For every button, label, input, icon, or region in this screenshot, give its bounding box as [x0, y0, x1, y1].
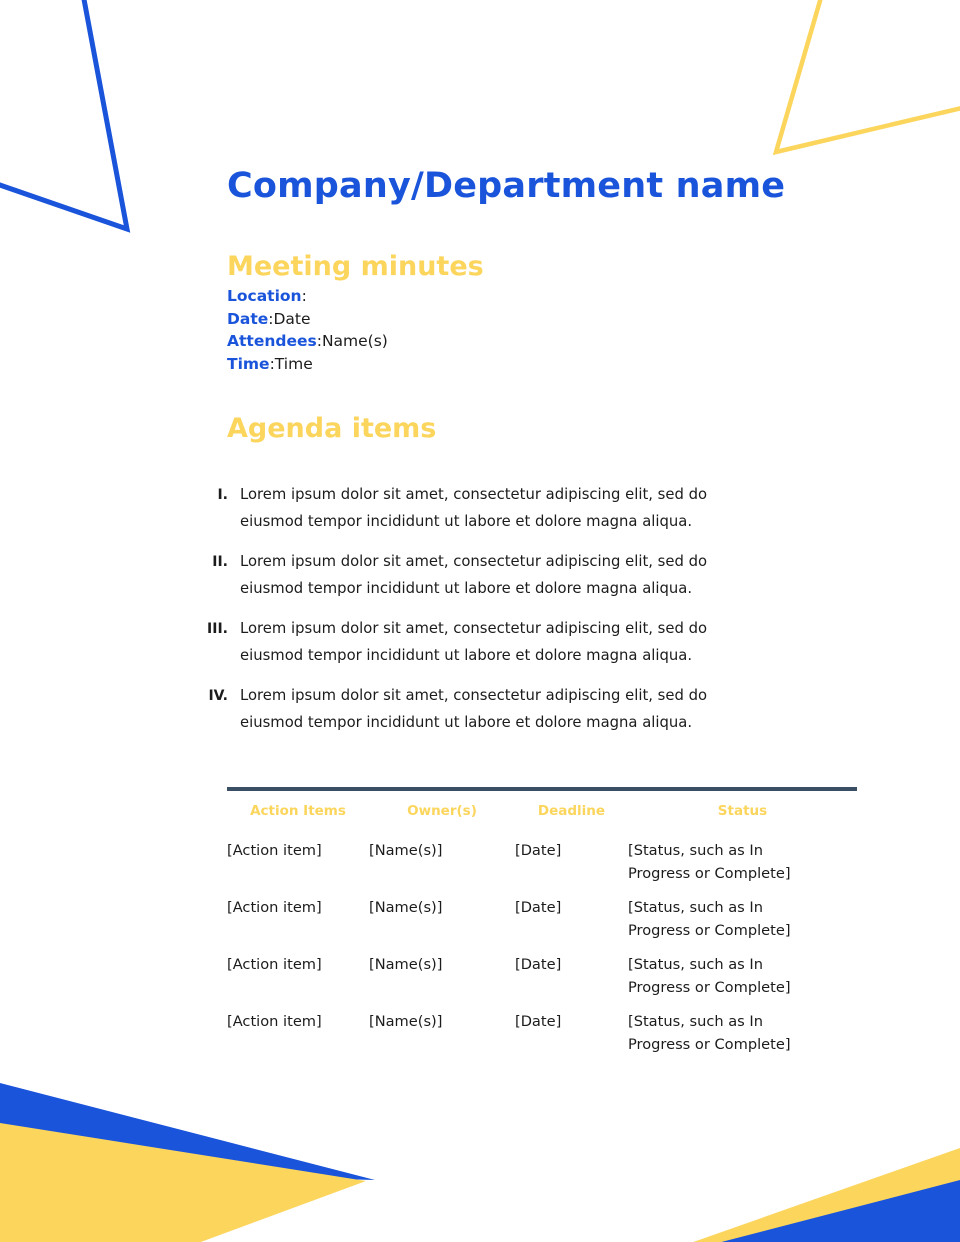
attendees-label: Attendees — [227, 332, 317, 351]
cell-status[interactable]: [Status, such as In Progress or Complete] — [628, 842, 791, 882]
agenda-numeral: IV. — [208, 688, 228, 704]
meeting-minutes-heading: Meeting minutes — [227, 251, 484, 282]
meeting-meta — [227, 285, 727, 375]
agenda-text: Lorem ipsum dolor sit amet, consectetur adipiscing elit, sed do eiusmod tempor incididunt ut labore et dolore magna aliqua. — [240, 486, 708, 530]
decorative-triangle-outline-top-right — [776, 0, 960, 152]
cell-deadline[interactable]: [Date] — [515, 899, 562, 916]
agenda-item — [196, 482, 756, 535]
cell-status[interactable]: [Status, such as In Progress or Complete] — [628, 956, 791, 996]
agenda-items-heading: Agenda items — [227, 413, 437, 444]
agenda-item — [196, 683, 756, 736]
decorative-triangle-blue-bottom-right — [706, 1180, 960, 1242]
location-label: Location — [227, 287, 302, 305]
cell-action-item[interactable]: [Action item] — [227, 956, 322, 973]
date-label: Date — [227, 309, 269, 328]
cell-owner[interactable]: [Name(s)] — [369, 1013, 443, 1030]
table-row — [227, 829, 857, 886]
cell-action-item[interactable]: [Action item] — [227, 899, 322, 916]
cell-action-item[interactable]: [Action item] — [227, 842, 322, 859]
agenda-list — [196, 482, 756, 750]
document-title: Company/Department name — [227, 166, 786, 206]
cell-deadline[interactable]: [Date] — [515, 1013, 562, 1030]
agenda-text: Lorem ipsum dolor sit amet, consectetur adipiscing elit, sed do eiusmod tempor incididunt ut labore et dolore magna aliqua. — [240, 553, 708, 597]
agenda-numeral: II. — [212, 554, 228, 570]
cell-deadline[interactable]: [Date] — [515, 956, 562, 973]
meta-line-time — [227, 353, 727, 376]
meta-line-date — [227, 308, 727, 331]
agenda-text: Lorem ipsum dolor sit amet, consectetur adipiscing elit, sed do eiusmod tempor incididunt ut labore et dolore magna aliqua. — [240, 687, 708, 731]
header-owners: Owner(s) — [407, 803, 477, 819]
cell-action-item[interactable]: [Action item] — [227, 1013, 322, 1030]
agenda-numeral: I. — [217, 487, 228, 503]
decorative-triangle-yellow-bottom-right — [682, 1148, 960, 1242]
agenda-item — [196, 616, 756, 669]
agenda-numeral: III. — [207, 621, 228, 637]
cell-owner[interactable]: [Name(s)] — [369, 899, 443, 916]
attendees-value[interactable]: Name(s) — [321, 332, 388, 351]
time-colon: : — [269, 354, 275, 373]
time-value[interactable]: Time — [274, 354, 313, 373]
table-row — [227, 886, 857, 943]
table-row — [227, 943, 857, 1000]
agenda-text: Lorem ipsum dolor sit amet, consectetur adipiscing elit, sed do eiusmod tempor incididunt ut labore et dolore magna aliqua. — [240, 620, 708, 664]
decorative-triangle-outline-top-left — [0, 0, 127, 229]
agenda-item — [196, 549, 756, 602]
header-action-items: Action Items — [250, 803, 346, 819]
time-label: Time — [227, 354, 270, 373]
cell-deadline[interactable]: [Date] — [515, 842, 562, 859]
meta-line-attendees — [227, 330, 727, 353]
table-row — [227, 1000, 857, 1057]
cell-owner[interactable]: [Name(s)] — [369, 956, 443, 973]
meta-line-location — [227, 285, 727, 308]
location-colon: : — [301, 287, 307, 305]
header-deadline: Deadline — [537, 803, 606, 819]
date-colon: : — [268, 309, 274, 328]
action-items-table — [227, 787, 857, 1057]
decorative-triangle-blue-bottom-left — [0, 1083, 375, 1180]
decorative-triangle-yellow-bottom-left — [0, 1123, 366, 1242]
table-header-row — [227, 791, 857, 829]
cell-status[interactable]: [Status, such as In Progress or Complete] — [628, 899, 791, 939]
date-value[interactable]: Date — [273, 309, 311, 328]
cell-owner[interactable]: [Name(s)] — [369, 842, 443, 859]
header-status: Status — [717, 803, 768, 819]
cell-status[interactable]: [Status, such as In Progress or Complete] — [628, 1013, 791, 1053]
attendees-colon: : — [316, 332, 322, 351]
